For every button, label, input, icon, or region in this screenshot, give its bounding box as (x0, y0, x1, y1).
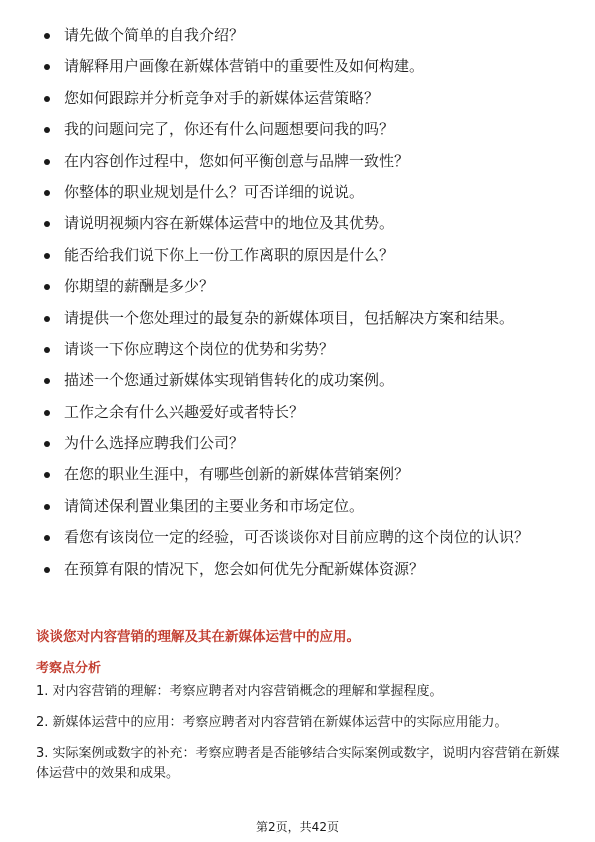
question-text: 在预算有限的情况下，您会如何优先分配新媒体资源？ (64, 559, 425, 578)
question-list (44, 24, 554, 589)
list-item (44, 495, 554, 517)
question-text: 您如何跟踪并分析竞争对手的新媒体运营策略？ (64, 88, 380, 107)
bullet-icon (44, 253, 50, 259)
list-item (44, 526, 554, 548)
question-text: 请提供一个您处理过的最复杂的新媒体项目，包括解决方案和结果。 (64, 308, 515, 327)
bullet-icon (44, 410, 50, 416)
list-item (44, 432, 554, 454)
list-item (44, 275, 554, 297)
bullet-icon (44, 96, 50, 102)
analysis-item: 2. 新媒体运营中的应用：考察应聘者对内容营销在新媒体运营中的实际应用能力。 (36, 715, 508, 730)
question-text: 在您的职业生涯中，有哪些创新的新媒体营销案例？ (64, 465, 410, 484)
question-text: 请说明视频内容在新媒体运营中的地位及其优势。 (64, 214, 395, 233)
analysis-item: 1. 对内容营销的理解：考察应聘者对内容营销概念的理解和掌握程度。 (36, 684, 443, 699)
bullet-icon (44, 472, 50, 478)
list-item (44, 118, 554, 140)
bullet-icon (44, 535, 50, 541)
question-text: 为什么选择应聘我们公司？ (64, 434, 245, 453)
bullet-icon (44, 221, 50, 227)
bullet-icon (44, 64, 50, 70)
list-item (44, 55, 554, 77)
analysis-item: 3. 实际案例或数字的补充：考察应聘者是否能够结合实际案例或数字，说明内容营销在新媒体运营中的效果和成果。 (36, 746, 560, 781)
analysis-title: 考察点分析 (36, 661, 102, 676)
list-item (44, 369, 554, 391)
bullet-icon (44, 284, 50, 290)
bullet-icon (44, 190, 50, 196)
bullet-icon (44, 567, 50, 573)
question-text: 请简述保利置业集团的主要业务和市场定位。 (64, 496, 365, 515)
bullet-icon (44, 127, 50, 133)
bullet-icon (44, 441, 50, 447)
question-text: 看您有该岗位一定的经验，可否谈谈你对目前应聘的这个岗位的认识？ (64, 528, 530, 547)
question-text: 请解释用户画像在新媒体营销中的重要性及如何构建。 (64, 57, 425, 76)
question-text: 在内容创作过程中，您如何平衡创意与品牌一致性？ (64, 151, 410, 170)
list-item (44, 401, 554, 423)
question-text: 你整体的职业规划是什么？可否详细的说说。 (64, 182, 365, 201)
list-item (44, 463, 554, 485)
section-title: 谈谈您对内容营销的理解及其在新媒体运营中的应用。 (36, 629, 360, 645)
list-item (44, 307, 554, 329)
bullet-icon (44, 316, 50, 322)
question-text: 我的问题问完了，你还有什么问题想要问我的吗？ (64, 120, 395, 139)
list-item (44, 244, 554, 266)
list-item (44, 24, 554, 46)
bullet-icon (44, 33, 50, 39)
question-text: 描述一个您通过新媒体实现销售转化的成功案例。 (64, 371, 395, 390)
list-item (44, 558, 554, 580)
bullet-icon (44, 378, 50, 384)
question-text: 请谈一下你应聘这个岗位的优势和劣势？ (64, 339, 335, 358)
list-item (44, 212, 554, 234)
bullet-icon (44, 159, 50, 165)
question-text: 能否给我们说下你上一份工作离职的原因是什么？ (64, 245, 395, 264)
question-text: 你期望的薪酬是多少？ (64, 277, 215, 296)
list-item (44, 150, 554, 172)
bullet-icon (44, 347, 50, 353)
list-item (44, 338, 554, 360)
bullet-icon (44, 504, 50, 510)
page-number: 第2页，共42页 (256, 820, 339, 834)
list-item (44, 87, 554, 109)
analysis-list (36, 682, 560, 795)
list-item (44, 181, 554, 203)
question-text: 工作之余有什么兴趣爱好或者特长？ (64, 402, 305, 421)
question-text: 请先做个简单的自我介绍？ (64, 26, 245, 44)
